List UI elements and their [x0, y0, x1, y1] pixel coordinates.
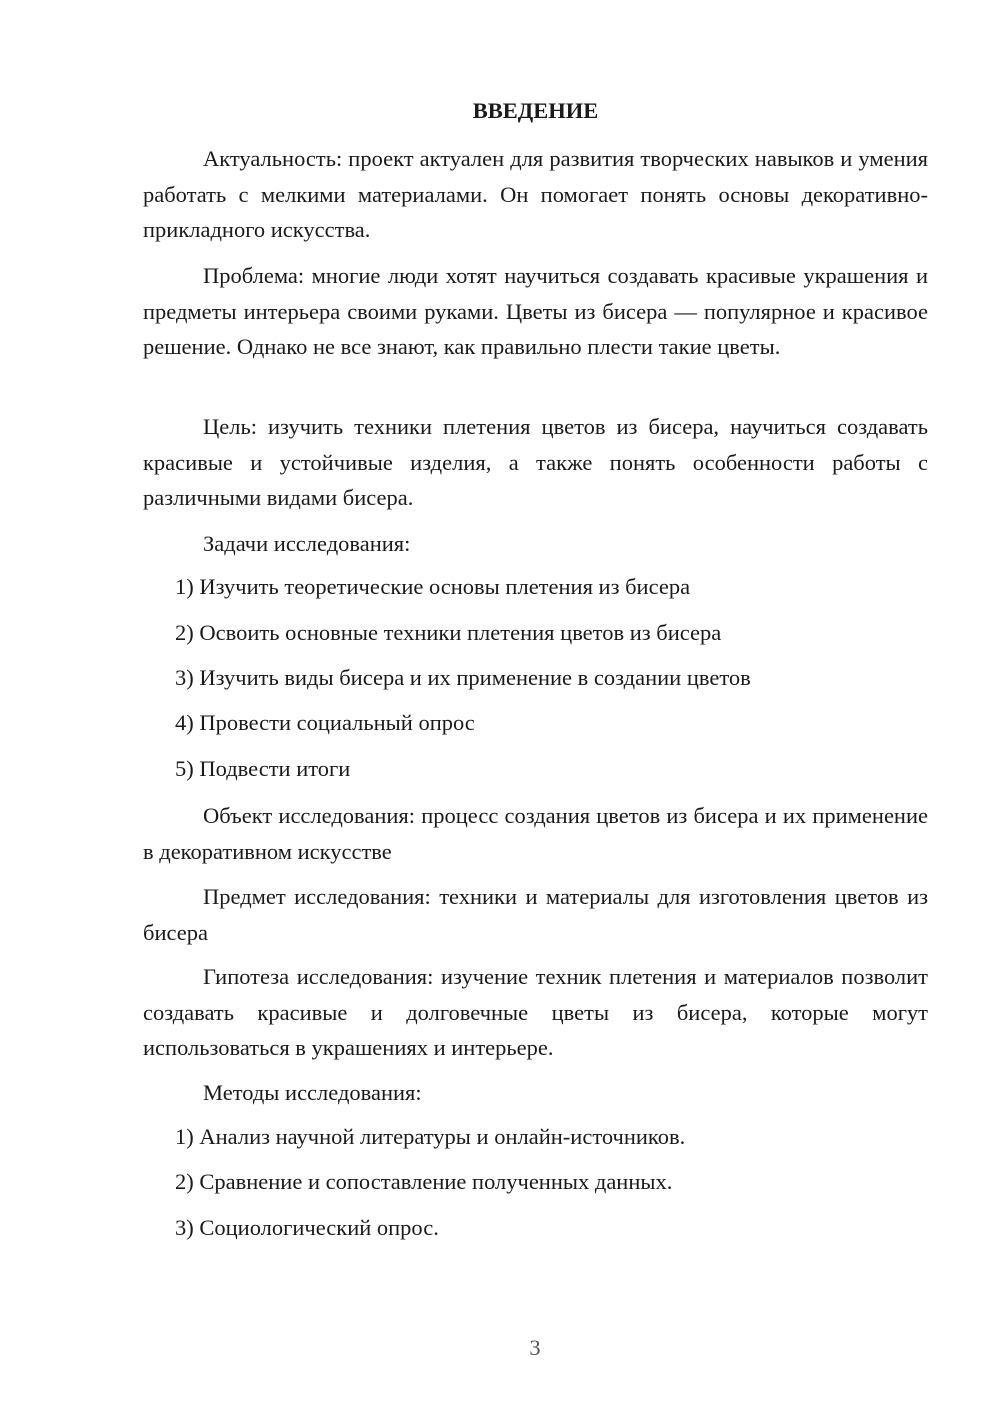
methods-heading: Методы исследования: — [203, 1080, 422, 1105]
method-item-1: 1) Анализ научной литературы и онлайн-источников. — [175, 1124, 686, 1149]
task-item-4: 4) Провести социальный опрос — [175, 710, 475, 735]
task-item-5: 5) Подвести итоги — [175, 756, 351, 781]
method-item-3: 3) Социологический опрос. — [175, 1215, 439, 1240]
method-item-2: 2) Сравнение и сопоставление полученных данных. — [175, 1169, 673, 1194]
task-item-2: 2) Освоить основные техники плетения цветов из бисера — [175, 620, 722, 645]
tasks-heading: Задачи исследования: — [203, 531, 411, 556]
paragraph-object: Объект исследования: процесс создания цветов из бисера и их применение в декоративном искусстве — [143, 803, 928, 864]
paragraph-goal: Цель: изучить техники плетения цветов из бисера, научиться создавать красивые и устойчивые изделия, а также понять особенности работы с различными видами бисера. — [143, 414, 928, 510]
page-title: ВВЕДЕНИЕ — [472, 98, 599, 123]
paragraph-subject: Предмет исследования: техники и материалы для изготовления цветов из бисера — [143, 884, 928, 945]
paragraph-problem: Проблема: многие люди хотят научиться создавать красивые украшения и предметы интерьера своими руками. Цветы из бисера — популярное и красивое решение. Однако не все знают, как правильно плести такие цветы. — [143, 263, 928, 359]
task-item-3: 3) Изучить виды бисера и их применение в создании цветов — [175, 665, 751, 690]
page-number: 3 — [529, 1335, 541, 1360]
paragraph-hypothesis: Гипотеза исследования: изучение техник плетения и материалов позволит создавать красивые и долговечные цветы из бисера, которые могут использоваться в украшениях и интерьере. — [143, 964, 928, 1060]
paragraph-relevance: Актуальность: проект актуален для развития творческих навыков и умения работать с мелкими материалами. Он помогает понять основы декоративно-прикладного искусства. — [143, 146, 928, 242]
task-item-1: 1) Изучить теоретические основы плетения из бисера — [175, 574, 691, 599]
